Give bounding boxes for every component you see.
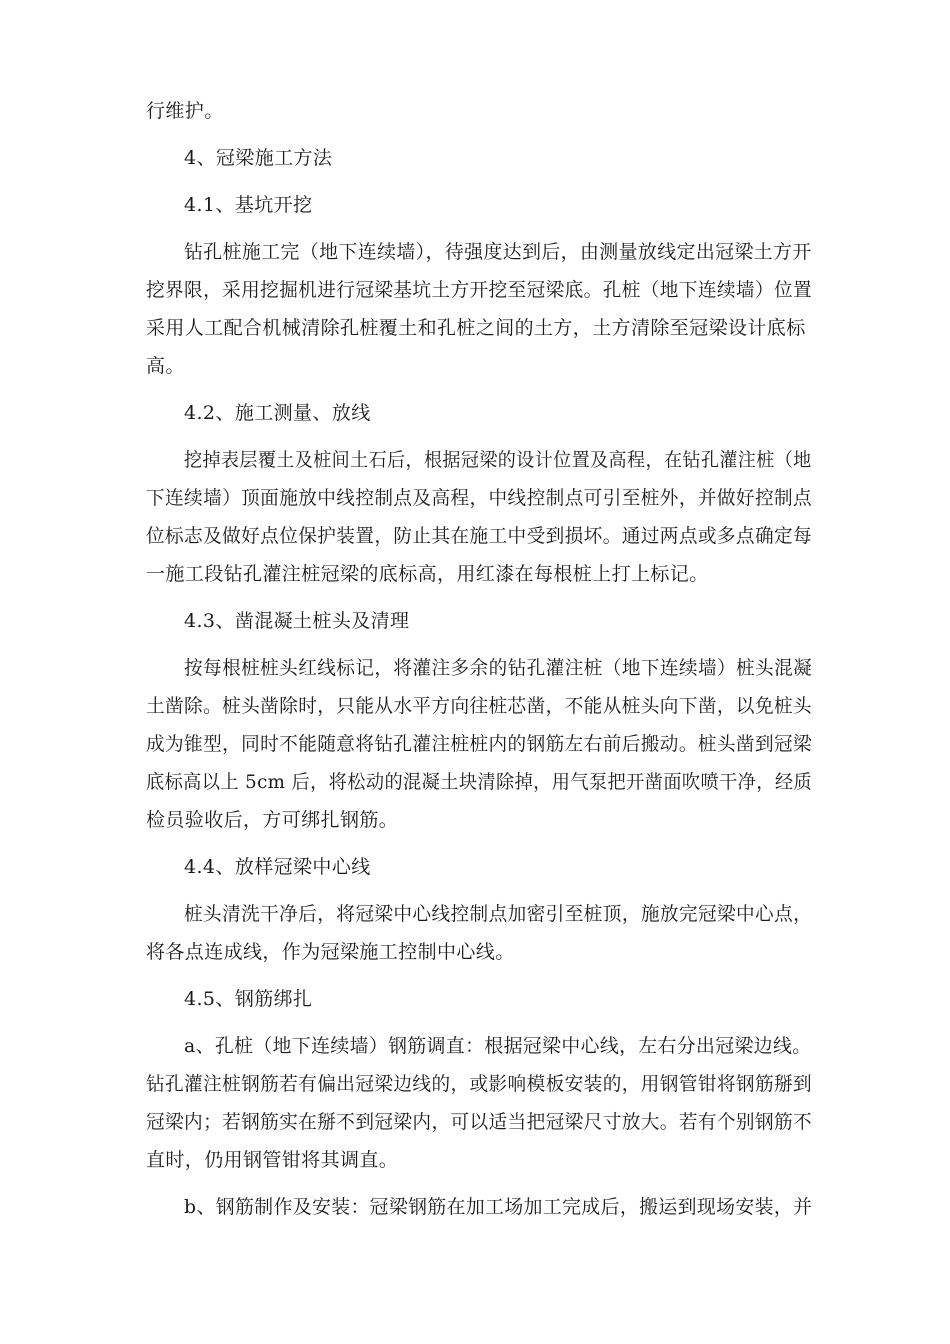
text-line: 一施工段钻孔灌注桩冠梁的底标高，用红漆在每根桩上打上标记。 <box>146 563 709 585</box>
text-line: 采用人工配合机械清除孔桩覆土和孔桩之间的土方，土方清除至冠梁设计底标 <box>146 317 806 339</box>
text-line: 位标志及做好点位保护装置，防止其在施工中受到损坏。通过两点或多点确定每 <box>146 525 813 547</box>
text-line: 成为锥型，同时不能随意将钻孔灌注桩桩内的钢筋左右前后搬动。桩头凿到冠梁 <box>146 733 813 755</box>
subsection-heading: 4.4、放样冠梁中心线 <box>184 856 371 878</box>
text-line: 冠梁内；若钢筋实在掰不到冠梁内，可以适当把冠梁尺寸放大。若有个别钢筋不 <box>146 1111 813 1133</box>
text-line: 直时，仍用钢管钳将其调直。 <box>146 1149 399 1171</box>
text-line: 桩头清洗干净后，将冠梁中心线控制点加密引至桩顶，施放完冠梁中心点， <box>184 903 813 925</box>
text-line: 挖界限，采用挖掘机进行冠梁基坑土方开挖至冠梁底。孔桩（地下连续墙）位置 <box>146 279 813 301</box>
text-line: a、孔桩（地下连续墙）钢筋调直：根据冠梁中心线，左右分出冠梁边线。 <box>184 1035 812 1057</box>
text-line: 将各点连成线，作为冠梁施工控制中心线。 <box>146 941 515 963</box>
text-line: 下连续墙）顶面施放中线控制点及高程，中线控制点可引至桩外，并做好控制点 <box>146 487 813 509</box>
text-line: 行维护。 <box>146 100 224 122</box>
text-line: 按每根桩桩头红线标记，将灌注多余的钻孔灌注桩（地下连续墙）桩头混凝 <box>184 657 813 679</box>
subsection-heading: 4.1、基坑开挖 <box>184 194 313 216</box>
text-line: 底标高以上 5cm 后，将松动的混凝土块清除掉，用气泵把开凿面吹喷干净，经质 <box>146 771 813 793</box>
section-heading: 4、冠梁施工方法 <box>184 147 333 169</box>
text-line: 钻孔灌注桩钢筋若有偏出冠梁边线的，或影响模板安装的，用钢管钳将钢筋掰到 <box>146 1073 813 1095</box>
text-line: b、钢筋制作及安装：冠梁钢筋在加工场加工完成后，搬运到现场安装，并 <box>184 1196 813 1218</box>
text-line: 检员验收后，方可绑扎钢筋。 <box>146 809 399 831</box>
text-line: 高。 <box>146 355 185 377</box>
text-line: 土凿除。桩头凿除时，只能从水平方向往桩芯凿，不能从桩头向下凿，以免桩头 <box>146 695 813 717</box>
subsection-heading: 4.2、施工测量、放线 <box>184 402 371 424</box>
subsection-heading: 4.5、钢筋绑扎 <box>184 988 313 1010</box>
text-line: 挖掉表层覆土及桩间土石后，根据冠梁的设计位置及高程，在钻孔灌注桩（地 <box>184 449 812 471</box>
text-line: 钻孔桩施工完（地下连续墙），待强度达到后，由测量放线定出冠梁土方开 <box>184 241 812 263</box>
subsection-heading: 4.3、凿混凝土桩头及清理 <box>184 610 410 632</box>
